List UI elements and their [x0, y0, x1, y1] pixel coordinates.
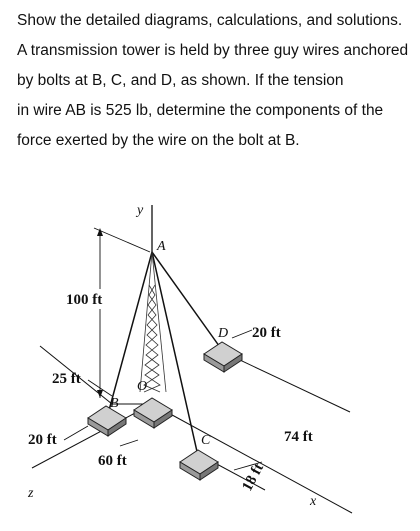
problem-line-1: Show the detailed diagrams, calculations, and solutions.	[17, 12, 403, 29]
z-offset-tick	[64, 426, 88, 440]
b-depth-tick	[120, 440, 138, 446]
anchor-d	[204, 342, 242, 372]
tower-lattice	[140, 252, 166, 392]
point-d-label: D	[218, 326, 229, 341]
b-depth-label: 60 ft	[98, 453, 127, 469]
ground-line-x	[152, 404, 352, 513]
height-ext-top	[94, 228, 150, 252]
x-axis-label: x	[310, 494, 317, 509]
d-offset-label: 20 ft	[252, 325, 281, 341]
point-a-label: A	[157, 239, 166, 254]
problem-line-5: force exerted by the wire on the bolt at B.	[17, 132, 300, 149]
c-offset-label: 18 ft	[239, 460, 268, 494]
point-o-label: O	[137, 379, 148, 394]
problem-line-4: in wire AB is 525 lb, determine the components of the	[17, 102, 384, 119]
y-axis-label: y	[137, 203, 144, 218]
z-axis-label: z	[28, 486, 34, 501]
point-b-label: B	[110, 396, 119, 411]
point-c-label: C	[201, 433, 211, 448]
anchor-c	[180, 450, 218, 480]
tower-base	[134, 398, 172, 428]
d-dim-tick	[232, 330, 252, 338]
height-label: 100 ft	[66, 292, 103, 308]
anchor-b	[88, 406, 126, 436]
ground-line-d	[223, 352, 350, 412]
problem-statement	[17, 6, 417, 156]
z-offset-label: 20 ft	[28, 432, 57, 448]
tower-diagram	[0, 190, 420, 531]
problem-line-2: A transmission tower is held by three guy wires anchored	[17, 42, 409, 59]
x-span-label: 74 ft	[284, 429, 313, 445]
wire-ac	[152, 252, 198, 456]
b-offset-label: 25 ft	[52, 371, 81, 387]
problem-line-3: by bolts at B, C, and D, as shown. If the tension	[17, 72, 344, 89]
